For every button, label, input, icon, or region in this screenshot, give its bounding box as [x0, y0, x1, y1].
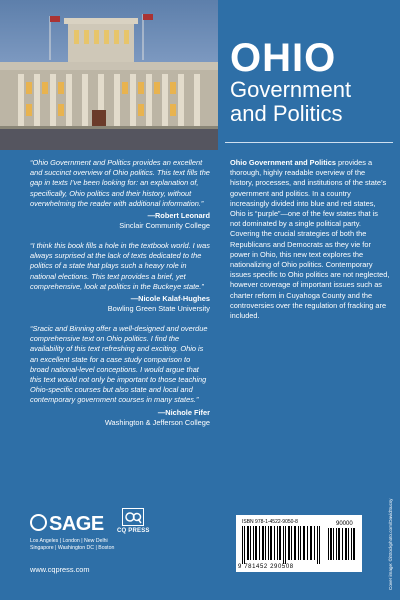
endorsement-author: —Nichole Fifer [157, 407, 210, 417]
title-main: OHIO [230, 36, 337, 80]
credit-text: Cover image: ©iStockphoto.com/DavidSucsy [388, 498, 393, 590]
book-title [230, 38, 395, 126]
endorsement-attribution [30, 211, 210, 231]
title-line-1: Government [230, 77, 352, 102]
cq-mark-icon [122, 508, 144, 526]
endorsement-attribution [30, 408, 210, 428]
cq-press-logo [117, 508, 150, 534]
endorsement-text: “Ohio Government and Politics provides an excellent and succinct overview of Ohio politics. This text fills the gap in texts I’ve been looking for: an explanation of, specifically, Ohio politics and their history, without overwhelming the reader with additional information.” [30, 158, 210, 208]
cq-press-name: CQ PRESS [117, 528, 150, 534]
endorsement [30, 158, 210, 231]
endorsement-attribution [30, 294, 210, 314]
endorsement-text: “I think this book fills a hole in the textbook world. I was always surprised at the lack of texts dedicated to the politics of a state that plays such a heavy role in national elections. This text provides a brief, yet comprehensive, look at politics in the Buckeye state.” [30, 241, 210, 291]
sage-logo [30, 513, 120, 552]
book-description [230, 158, 390, 321]
isbn-digits: 9 781452 290508 [238, 564, 294, 570]
endorsement-author: —Robert Leonard [147, 211, 210, 221]
endorsement-text: “Sracic and Binning offer a well-designed and overdue comprehensive text on Ohio politics. I find the availability of this text refreshing and exciting. Ohio is an excellent state for a case study comparison to broad national-level conceptions. I would argue that this text would not only be important to those teaching Ohio-specific courses but also state and local and contemporary government courses in many states.” [30, 324, 208, 405]
sage-wordmark: SAGE [49, 513, 104, 535]
sage-cities: Los Angeles | London | New Delhi Singapore | Washington DC | Boston [30, 538, 115, 551]
endorsement [30, 241, 210, 314]
publisher-url: www.cqpress.com [30, 565, 90, 574]
endorsement-affiliation: Bowling Green State University [107, 304, 210, 314]
isbn-label: ISBN 978-1-4522-9050-8 [242, 519, 298, 525]
endorsement-affiliation: Sinclair Community College [119, 221, 210, 231]
endorsements [30, 158, 210, 428]
isbn-barcode [236, 515, 362, 572]
title-line-2: and Politics [230, 101, 343, 126]
description-lead: Ohio Government and Politics [230, 158, 336, 167]
sage-mark-icon [30, 514, 47, 531]
price-code: 90000 [336, 521, 353, 527]
endorsement-affiliation: Washington & Jefferson College [104, 417, 210, 427]
description-body: provides a thorough, highly readable overview of the history, processes, and institutions of the state’s government and politics. In a country increasingly divided into blue and red states, Ohio is “purple”—one of the few states that is not dominated by a single political party. Covering the crucial strategies of both the Republicans and Democrats as they vie for power in Ohio, this new text explores the nationalizing of Ohio politics. Contemporary issues specific to Ohio politics are not neglected, however coverage of important issues such as charter reform in Cuyahoga County and the controversies over the regulation of fracking are included. [230, 158, 390, 321]
title-rule [225, 142, 393, 143]
cover-image-credit [388, 405, 398, 595]
endorsement-author: —Nicole Kalaf-Hughes [130, 294, 210, 304]
endorsement [30, 324, 210, 428]
statehouse-photo [0, 0, 218, 150]
